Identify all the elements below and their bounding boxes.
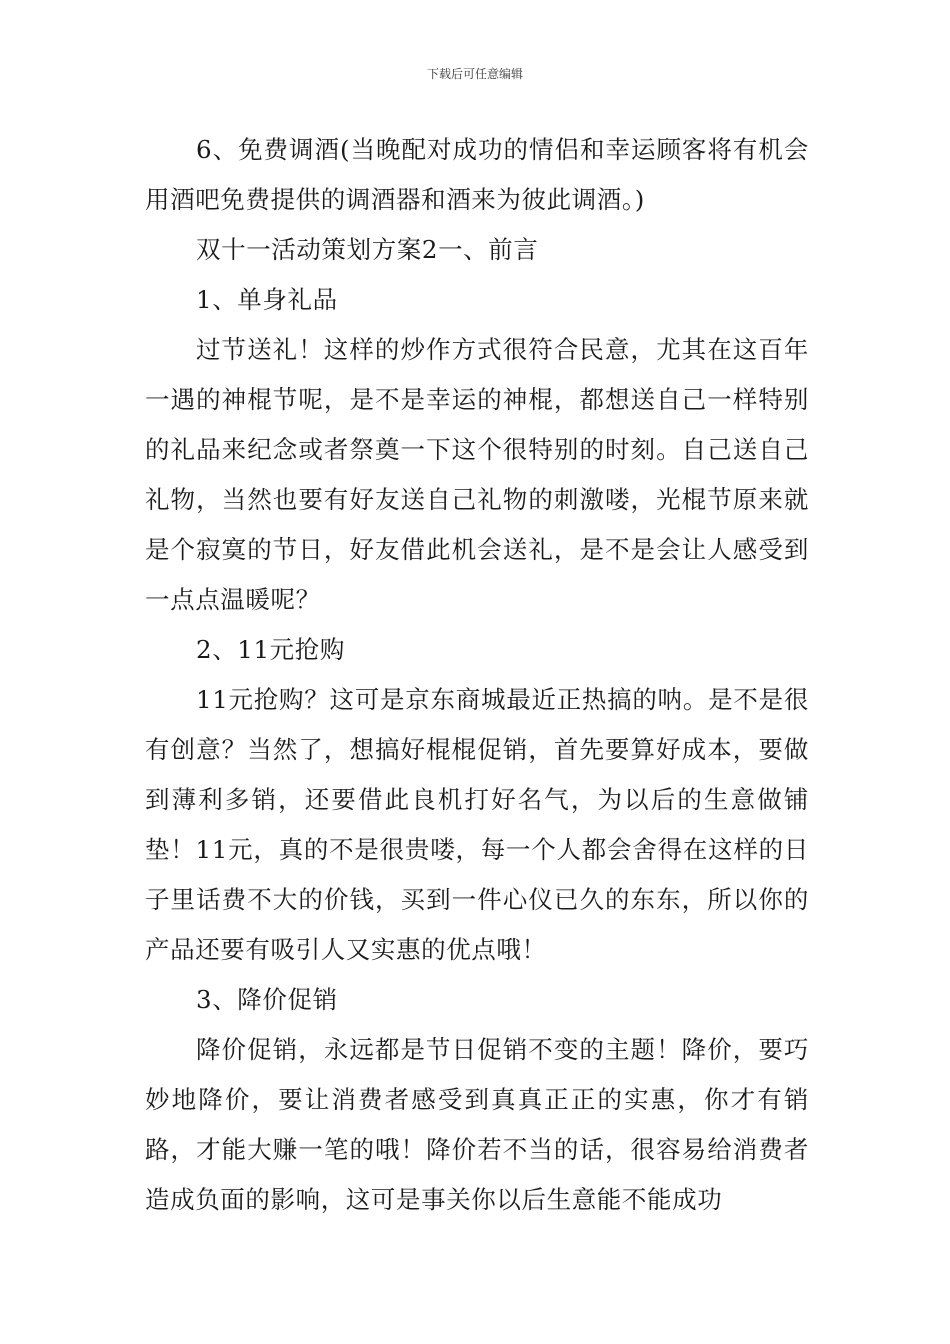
paragraph-11-yuan-heading: 2、11元抢购	[196, 635, 345, 664]
paragraph-discount-body: 降价促销，永远都是节日促销不变的主题！降价，要巧妙地降价，要让消费者感受到真真正正的实惠，你才有销路，才能大赚一笔的哦！降价若不当的话，很容易给消费者造成负面的影响，这可是事关你以后生意能不能成功	[145, 1035, 809, 1214]
paragraph-singles-gift-heading: 1、单身礼品	[196, 285, 338, 314]
paragraph-plan-2-heading: 双十一活动策划方案2一、前言	[196, 235, 539, 264]
paragraph-singles-gift-body: 过节送礼！这样的炒作方式很符合民意，尤其在这百年一遇的神棍节呢，是不是幸运的神棍，都想送自己一样特别的礼品来纪念或者祭奠一下这个很特别的时刻。自己送自己礼物，当然也要有好友送自己礼物的刺激喽，光棍节原来就是个寂寞的节日，好友借此机会送礼，是不是会让人感受到一点点温暖呢？	[145, 335, 809, 614]
paragraph-free-cocktail: 6、免费调酒(当晚配对成功的情侣和幸运顾客将有机会用酒吧免费提供的调酒器和酒来为彼此调酒。)	[145, 135, 809, 214]
document-body	[145, 125, 809, 1225]
page-header: 下载后可任意编辑	[426, 67, 523, 81]
paragraph-11-yuan-body: 11元抢购？这可是京东商城最近正热搞的呐。是不是很有创意？当然了，想搞好棍棍促销，首先要算好成本，要做到薄利多销，还要借此良机打好名气，为以后的生意做铺垫！11元，真的不是很贵喽，每一个人都会舍得在这样的日子里话费不大的价钱，买到一件心仪已久的东东，所以你的产品还要有吸引人又实惠的优点哦！	[145, 685, 809, 964]
paragraph-discount-heading: 3、降价促销	[196, 985, 338, 1014]
